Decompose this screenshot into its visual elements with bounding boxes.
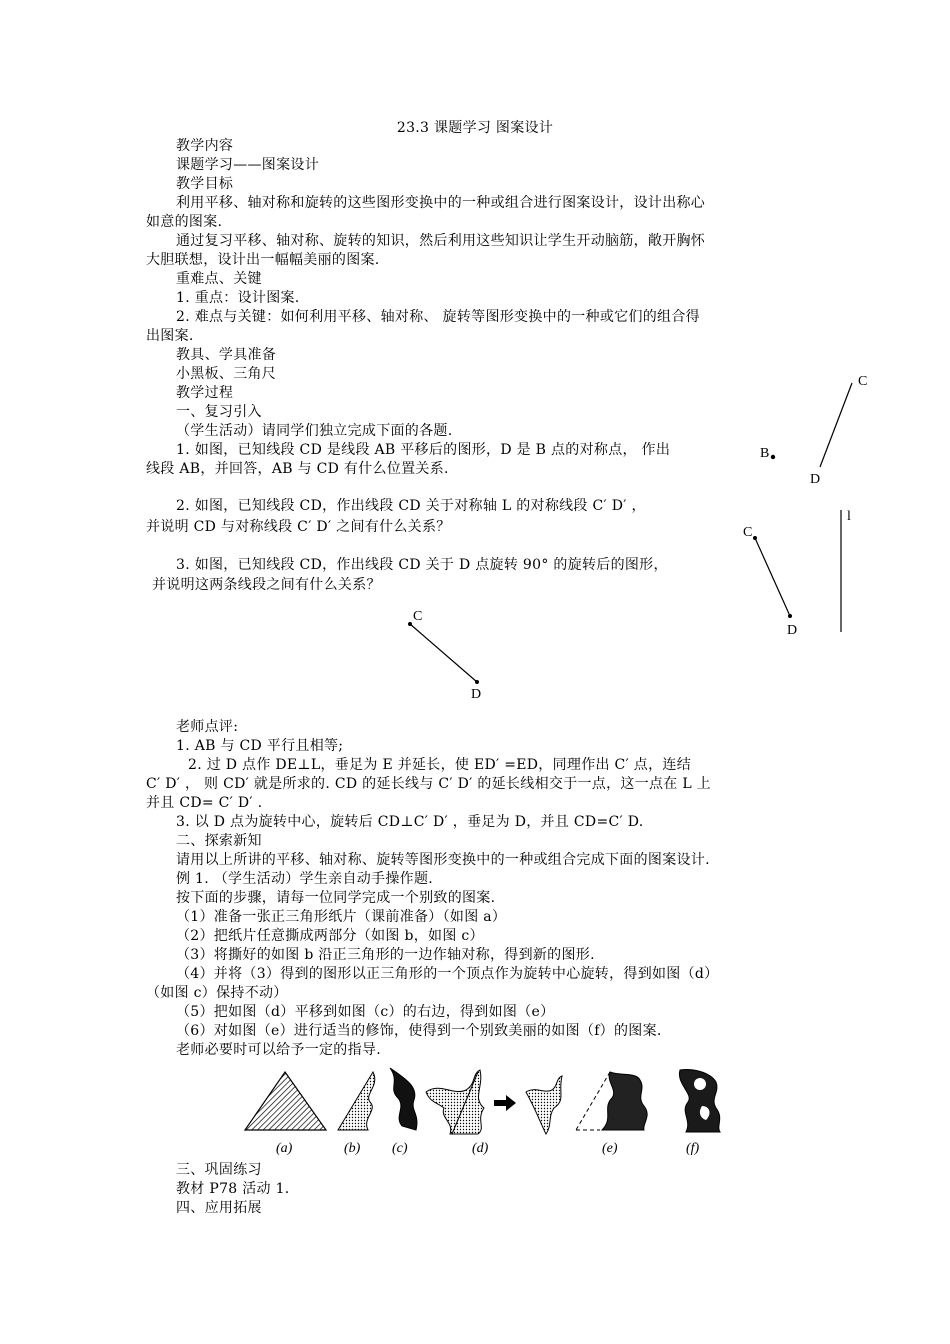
label-b: B [760, 446, 770, 461]
text-line: 出图案. [146, 328, 194, 344]
point-c [408, 622, 412, 626]
figure-c [390, 1068, 417, 1130]
text-line: 1. 如图，已知线段 CD 是线段 AB 平移后的图形，D 是 B 点的对称点， 作出 [176, 442, 671, 458]
text-line: 老师点评: [176, 719, 239, 735]
label-l: l [847, 509, 851, 524]
text-line: 二、探索新知 [176, 833, 262, 849]
text-line: 教学目标 [176, 176, 234, 192]
text-line: 2. 过 D 点作 DE⊥L，垂足为 E 并延长，使 ED′ =ED，同理作出 C′ 点，连结 [188, 757, 691, 773]
text-line: 2. 如图，已知线段 CD，作出线段 CD 关于对称轴 L 的对称线段 C′ D′ ， [176, 498, 646, 514]
text-line: 课题学习——图案设计 [176, 157, 319, 173]
text-line: （6）对如图（e）进行适当的修饰，使得到一个别致美丽的如图（f）的图案. [176, 1023, 662, 1039]
text-line: （3）将撕好的如图 b 沿正三角形的一边作轴对称，得到新的图形. [176, 947, 595, 963]
text-line: （学生活动）请同学们独立完成下面的各题. [176, 423, 453, 439]
point-b [771, 455, 775, 459]
point-c [753, 536, 757, 540]
label-d: D [471, 687, 482, 702]
figure-e-piece [526, 1076, 562, 1134]
text-line: 教具、学具准备 [176, 347, 277, 363]
figure-reflection [735, 502, 865, 642]
page-title: 23.3 课题学习 图案设计 [396, 120, 554, 136]
label-d: D [787, 623, 798, 638]
segment-cd [410, 624, 477, 682]
text-line: 3. 如图，已知线段 CD，作出线段 CD 关于 D 点旋转 90° 的旋转后的图形， [176, 557, 668, 573]
text-line: 教学内容 [176, 138, 234, 154]
text-line: （1）准备一张正三角形纸片（课前准备）（如图 a） [176, 909, 507, 925]
text-line: （如图 c）保持不动） [146, 985, 288, 1001]
text-line: 1. 重点：设计图案. [176, 290, 300, 306]
text-line: 1. AB 与 CD 平行且相等; [176, 738, 344, 754]
text-line: 并说明这两条线段之间有什么关系？ [152, 577, 381, 593]
label-c: C [858, 374, 868, 389]
point-d [788, 614, 792, 618]
caption-f: (f) [686, 1141, 700, 1156]
caption-b: (b) [344, 1141, 361, 1156]
text-line: 老师必要时可以给予一定的指导. [176, 1042, 381, 1058]
caption-c: (c) [392, 1141, 408, 1156]
text-line: 利用平移、轴对称和旋转的这些图形变换中的一种或组合进行图案设计，设计出称心 [176, 195, 706, 211]
segment-cd [755, 538, 790, 616]
label-c: C [743, 525, 753, 540]
text-line: 四、应用拓展 [176, 1200, 262, 1216]
text-line: 三、巩固练习 [176, 1162, 262, 1178]
text-line: 按下面的步骤，请每一位同学完成一个别致的图案. [176, 890, 496, 906]
figure-pattern-steps [240, 1062, 750, 1158]
text-line: 一、复习引入 [176, 404, 262, 420]
text-line: 请用以上所讲的平移、轴对称、旋转等图形变换中的一种或组合完成下面的图案设计. [176, 852, 710, 868]
figure-translation [740, 365, 880, 495]
text-line: 重难点、关键 [176, 271, 262, 287]
text-line: 并且 CD= C′ D′ . [146, 795, 263, 811]
text-line: 小黑板、三角尺 [176, 366, 277, 382]
figure-rotation [395, 602, 495, 702]
text-line: 通过复习平移、轴对称、旋转的知识，然后利用这些知识让学生开动脑筋，敞开胸怀 [176, 233, 706, 249]
text-line: 线段 AB，并回答，AB 与 CD 有什么位置关系. [146, 461, 449, 477]
arrow-icon [494, 1095, 516, 1111]
figure-d [426, 1070, 484, 1134]
text-line: 并说明 CD 与对称线段 C′ D′ 之间有什么关系？ [146, 519, 451, 535]
caption-e: (e) [602, 1141, 618, 1156]
caption-d: (d) [472, 1141, 489, 1156]
text-line: 教材 P78 活动 1. [176, 1181, 290, 1197]
text-line: 3. 以 D 点为旋转中心，旋转后 CD⊥C′ D′ ，垂足为 D，并且 CD=C′ D. [176, 814, 644, 830]
figure-a [245, 1072, 326, 1130]
figure-f [679, 1070, 720, 1133]
text-line: （2）把纸片任意撕成两部分（如图 b，如图 c） [176, 928, 484, 944]
point-d [475, 680, 479, 684]
label-c: C [413, 609, 423, 624]
figure-e [576, 1072, 647, 1130]
segment-cd [820, 383, 852, 467]
figure-b [338, 1072, 375, 1130]
text-line: 2. 难点与关键：如何利用平移、轴对称、 旋转等图形变换中的一种或它们的组合得 [176, 309, 700, 325]
caption-a: (a) [276, 1141, 293, 1156]
label-d: D [810, 472, 821, 487]
text-line: 如意的图案. [146, 214, 223, 230]
text-line: （5）把如图（d）平移到如图（c）的右边，得到如图（e） [176, 1004, 555, 1020]
text-line: 教学过程 [176, 385, 234, 401]
text-line: 大胆联想，设计出一幅幅美丽的图案. [146, 252, 380, 268]
text-line: 例 1. （学生活动）学生亲自动手操作题. [176, 871, 434, 887]
text-line: （4）并将（3）得到的图形以正三角形的一个顶点作为旋转中心旋转，得到如图（d） [176, 966, 719, 982]
text-line: C′ D′ ， 则 CD′ 就是所求的. CD 的延长线与 C′ D′ 的延长线相交于一点，这一点在 L 上 [146, 776, 711, 792]
